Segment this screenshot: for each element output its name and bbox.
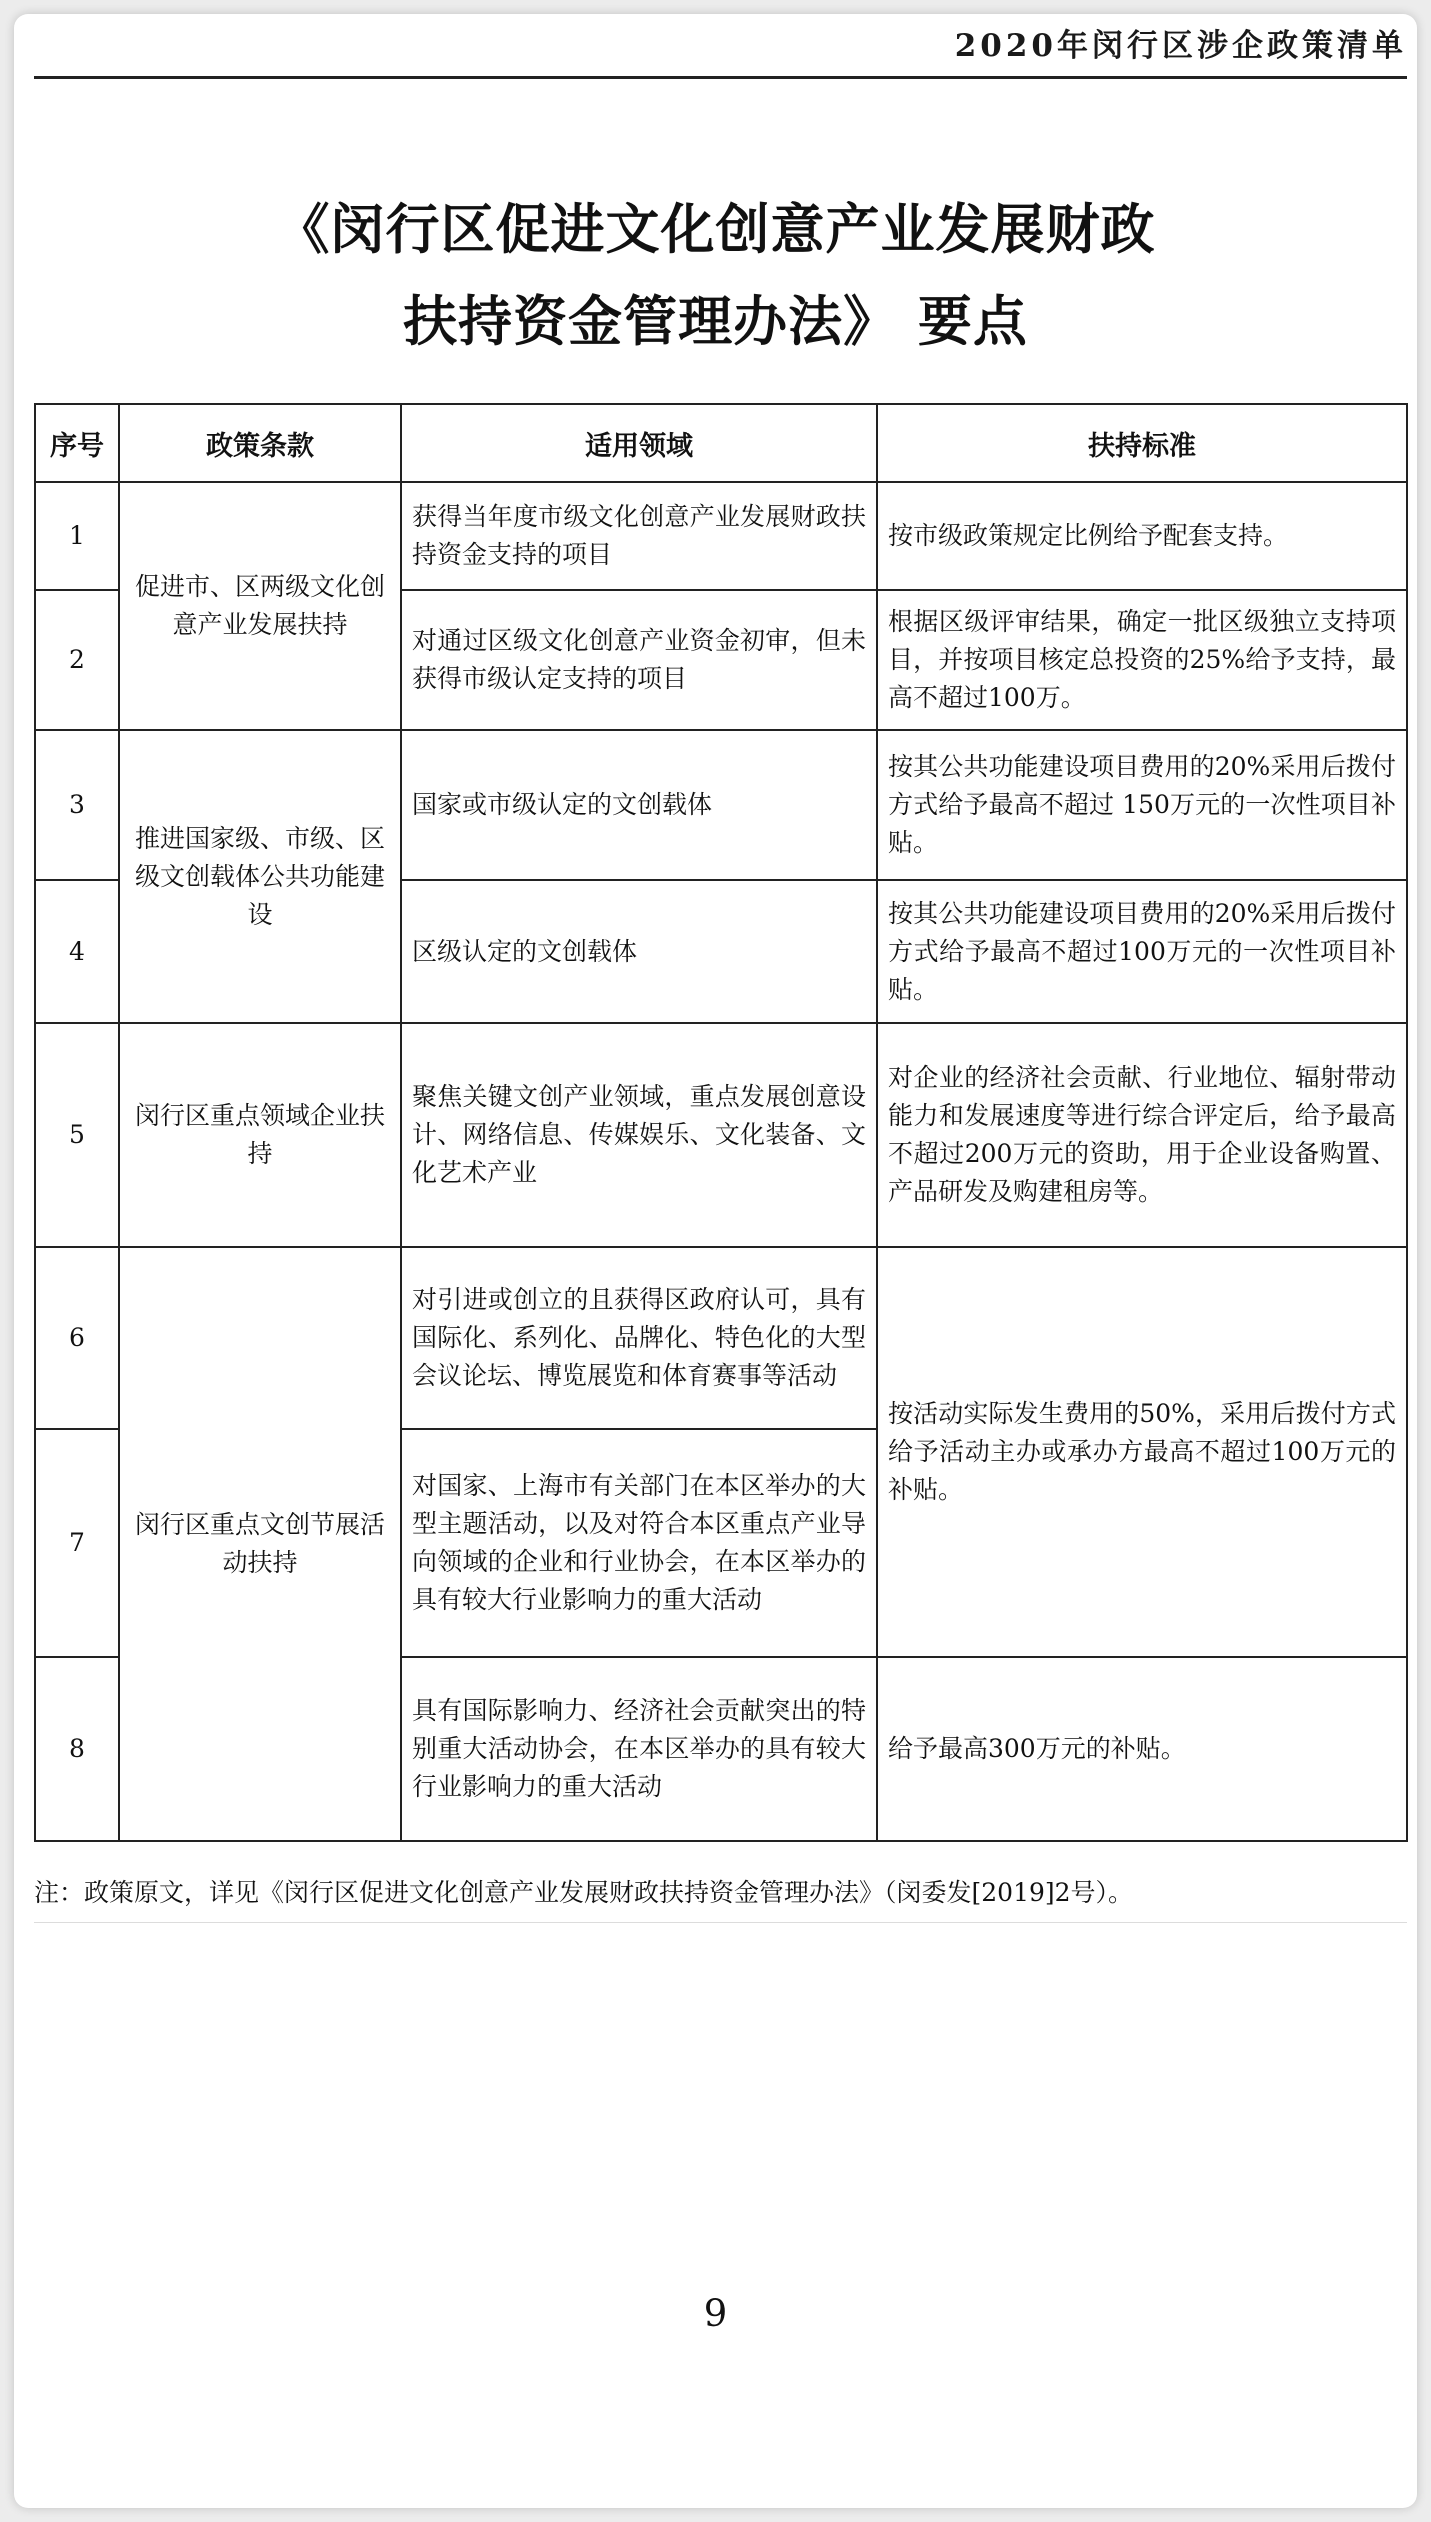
applicable-scope: 具有国际影响力、经济社会贡献突出的特别重大活动协会，在本区举办的具有较大行业影响力的重大活动 [401, 1657, 877, 1841]
applicable-scope: 对国家、上海市有关部门在本区举办的大型主题活动，以及对符合本区重点产业导向领域的企业和行业协会，在本区举办的具有较大行业影响力的重大活动 [401, 1429, 877, 1657]
row-number: 7 [35, 1429, 119, 1657]
document-page [14, 14, 1417, 2508]
document-title-line-1: 《闵行区促进文化创意产业发展财政 [275, 198, 1156, 261]
applicable-scope: 对通过区级文化创意产业资金初审，但未获得市级认定支持的项目 [401, 590, 877, 730]
support-standard: 按其公共功能建设项目费用的20%采用后拨付方式给予最高不超过 150万元的一次性项目补贴。 [877, 730, 1407, 880]
row-number: 2 [35, 590, 119, 730]
table-header-row [35, 404, 1407, 482]
row-number: 1 [35, 482, 119, 590]
column-header-scope: 适用领域 [401, 404, 877, 482]
support-standard: 根据区级评审结果，确定一批区级独立支持项目，并按项目核定总投资的25%给予支持，最高不超过100万。 [877, 590, 1407, 730]
row-number: 6 [35, 1247, 119, 1429]
support-standard: 按活动实际发生费用的50%，采用后拨付方式给予活动主办或承办方最高不超过100万元的补贴。 [877, 1247, 1407, 1657]
footnote-rule [34, 1922, 1407, 1923]
applicable-scope: 区级认定的文创载体 [401, 880, 877, 1023]
header-rule [34, 76, 1407, 79]
applicable-scope: 对引进或创立的且获得区政府认可，具有国际化、系列化、品牌化、特色化的大型会议论坛、博览展览和体育赛事等活动 [401, 1247, 877, 1429]
column-header-clause: 政策条款 [119, 404, 401, 482]
applicable-scope: 国家或市级认定的文创载体 [401, 730, 877, 880]
table-row [35, 1023, 1407, 1247]
applicable-scope: 聚焦关键文创产业领域，重点发展创意设计、网络信息、传媒娱乐、文化装备、文化艺术产业 [401, 1023, 877, 1247]
footnote: 注：政策原文，详见《闵行区促进文化创意产业发展财政扶持资金管理办法》（闵委发[2019]2号）。 [34, 1878, 1134, 1907]
column-header-standard: 扶持标准 [877, 404, 1407, 482]
applicable-scope: 获得当年度市级文化创意产业发展财政扶持资金支持的项目 [401, 482, 877, 590]
table-row [35, 730, 1407, 880]
support-standard: 对企业的经济社会贡献、行业地位、辐射带动能力和发展速度等进行综合评定后，给予最高不超过200万元的资助，用于企业设备购置、产品研发及购建租房等。 [877, 1023, 1407, 1247]
document-title-line-2: 扶持资金管理办法》 要点 [403, 290, 1028, 353]
row-number: 8 [35, 1657, 119, 1841]
document-title [14, 184, 1417, 368]
support-standard: 按市级政策规定比例给予配套支持。 [877, 482, 1407, 590]
support-standard: 按其公共功能建设项目费用的20%采用后拨付方式给予最高不超过100万元的一次性项目补贴。 [877, 880, 1407, 1023]
row-number: 5 [35, 1023, 119, 1247]
row-number: 4 [35, 880, 119, 1023]
support-standard: 给予最高300万元的补贴。 [877, 1657, 1407, 1841]
column-header-number: 序号 [35, 404, 119, 482]
table-row [35, 1247, 1407, 1429]
table-row [35, 482, 1407, 590]
policy-clause: 闵行区重点领域企业扶持 [119, 1023, 401, 1247]
running-header: 2020年闵行区涉企政策清单 [954, 28, 1407, 64]
page-number: 9 [703, 2292, 728, 2335]
policy-clause: 推进国家级、市级、区级文创载体公共功能建设 [119, 730, 401, 1023]
policy-clause: 闵行区重点文创节展活动扶持 [119, 1247, 401, 1841]
row-number: 3 [35, 730, 119, 880]
policy-clause: 促进市、区两级文化创意产业发展扶持 [119, 482, 401, 730]
policy-table [34, 403, 1408, 1842]
